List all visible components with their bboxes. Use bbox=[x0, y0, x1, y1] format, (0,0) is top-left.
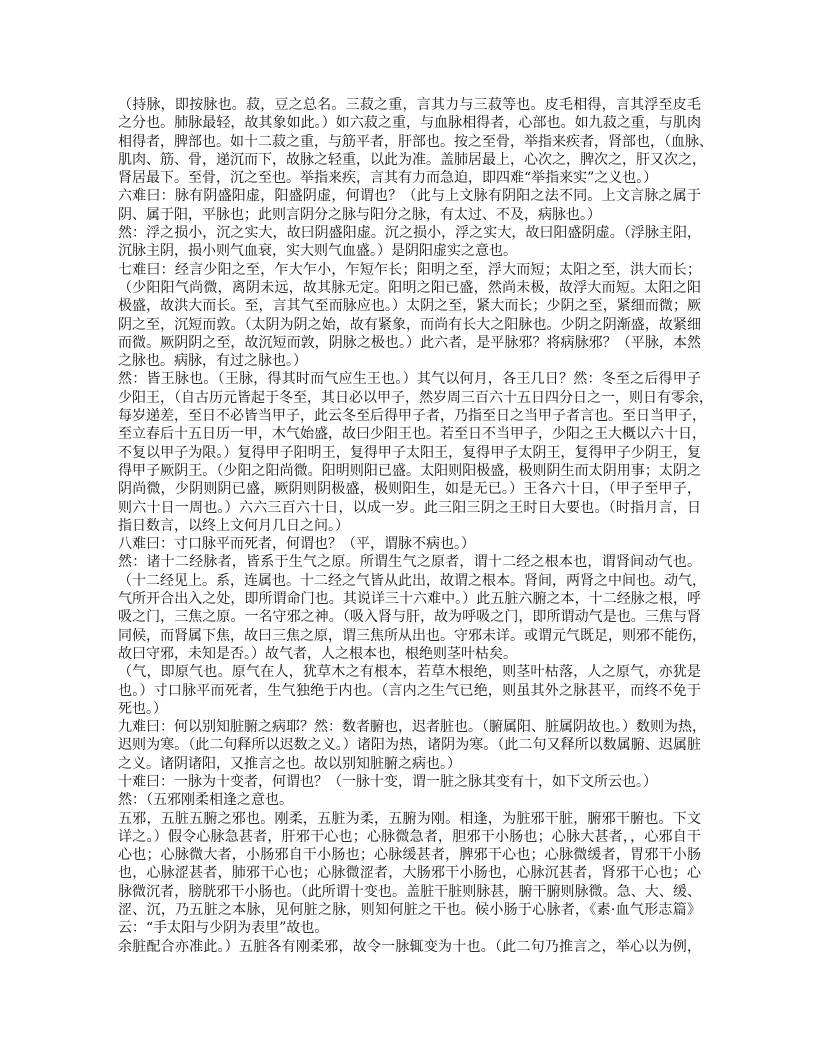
text-line: 气所开合出入之处，即所谓命门也。其说详三十六难中。）此五脏六腑之本，十二经脉之根，呼 bbox=[118, 591, 701, 608]
text-line: 吸之门，三焦之原。一名守邪之神。（吸入肾与肝，故为呼吸之门，即所谓动气是也。三焦与肾 bbox=[118, 609, 701, 626]
text-line: 十难曰：一脉为十变者，何谓也？（一脉十变，谓一脏之脉其变有十，如下文所云也。） bbox=[118, 773, 657, 790]
text-line: 九难曰：何以别知脏腑之病耶？然：数者腑也，迟者脏也。（腑属阳、脏属阴故也。）数则为热， bbox=[118, 719, 706, 736]
text-line: 少阳王，（自古历元皆起于冬至，其日必以甲子，然岁周三百六十五日四分日之一，则日有零余， bbox=[118, 389, 713, 406]
text-line: 死也。） bbox=[118, 700, 167, 717]
text-line: 涩、沉，乃五脏之本脉，见何脏之脉，则知何脏之干也。候小肠于心脉者，《素·血气形志篇》 bbox=[118, 902, 701, 919]
text-line: 也，心脉涩甚者，肺邪干心也；心脉微涩者，大肠邪干小肠也，心脉沉甚者，肾邪干心也；心 bbox=[118, 865, 701, 882]
text-line: 得甲子厥阴王。（少阳之阳尚微。阳明则阳已盛。太阳则阳极盛，极则阴生而太阴用事；太阴之 bbox=[118, 462, 701, 479]
text-line: 五邪，五脏五腑之邪也。刚柔，五脏为柔，五腑为刚。相逢，为脏邪干脏，腑邪干腑也。下文 bbox=[118, 810, 701, 827]
text-line: 则六十日一周也。）六六三百六十日，以成一岁。此三阳三阴之王时日大要也。（时指月言，日 bbox=[118, 499, 701, 516]
text-line: 相得者，脾部也。如十二菽之重，与筋平者，肝部也。按之至骨，举指来疾者，肾部也，（血脉、 bbox=[118, 133, 713, 150]
text-line: 余脏配合亦准此。）五脏各有刚柔邪，故令一脉辄变为十也。（此二句乃推言之，举心以为例， bbox=[118, 938, 701, 955]
text-line: （气，即原气也。原气在人，犹草木之有根本，若草木根绝，则茎叶枯落，人之原气，亦犹是 bbox=[118, 664, 701, 681]
text-line: 然：皆王脉也。（王脉，得其时而气应生王也。）其气以何月，各王几日？然：冬至之后得甲子 bbox=[118, 371, 701, 388]
text-line: 详之。）假令心脉急甚者，肝邪干心也；心脉微急者，胆邪干小肠也；心脉大甚者，，心邪自干 bbox=[118, 828, 701, 845]
text-line: 极盛，故洪大而长。至，言其气至而脉应也。）太阴之至，紧大而长；少阴之至，紧细而微；厥 bbox=[118, 298, 701, 315]
text-line: 然：浮之损小，沉之实大，故曰阴盛阳虚。沉之损小，浮之实大，故曰阳盛阴虚。（浮脉主阳， bbox=[118, 225, 701, 242]
text-line: 同候，而肾属下焦，故曰三焦之原，谓三焦所从出也。守邪未详。或谓元气既足，则邪不能伤， bbox=[118, 627, 706, 644]
text-line: （持脉，即按脉也。菽，豆之总名。三菽之重，言其力与三菽等也。皮毛相得，言其浮至皮毛 bbox=[118, 97, 701, 113]
text-line: 迟则为寒。（此二句释所以迟数之义。）诸阳为热，诸阴为寒。（此二句又释所以数属腑、迟属脏 bbox=[118, 737, 701, 754]
text-line: 也。）寸口脉平而死者，生气独绝于内也。（言内之生气已绝，则虽其外之脉甚平，而终不免于 bbox=[118, 682, 701, 699]
text-line: 不复以甲子为限。）复得甲子阳明王，复得甲子太阳王，复得甲子太阴王，复得甲子少阴王，复 bbox=[118, 444, 701, 461]
text-line: 沉脉主阴，损小则气血衰，实大则气血盛。）是阴阳虚实之意也。 bbox=[118, 243, 517, 260]
text-line: 脉微沉者，膀胱邪干小肠也。（此所谓十变也。盖脏干脏则脉甚，腑干腑则脉微。急、大、缓、 bbox=[118, 883, 701, 900]
text-line: 而微。厥阴阴之至，故沉短而敦，阴脉之极也。）此六者，是平脉邪？将病脉邪？（平脉，本然 bbox=[118, 334, 701, 351]
document-body bbox=[118, 96, 713, 956]
text-line: 阴尚微，少阴则阴已盛，厥阴则阴极盛，极则阳生，如是无已。）王各六十日，（甲子至甲子， bbox=[118, 481, 701, 498]
text-line: 故曰守邪，未知是否。）故气者，人之根本也，根绝则茎叶枯矣。 bbox=[118, 645, 517, 662]
text-line: 云：“手太阳与少阴为表里”故也。 bbox=[118, 920, 329, 937]
text-line: 然：（五邪刚柔相逢之意也。 bbox=[118, 792, 293, 809]
text-line: 七难曰：经言少阳之至，乍大乍小，乍短乍长；阳明之至，浮大而短；太阳之至，洪大而长； bbox=[118, 261, 701, 278]
text-line: 之义。诸阴诸阳，又推言之也。故以别知脏腑之病也。） bbox=[118, 755, 461, 772]
text-line: 之分也。肺脉最轻，故其象如此。）如六菽之重，与血脉相得者，心部也。如九菽之重，与肌肉 bbox=[118, 115, 701, 132]
text-line: 至立春后十五日历一甲，木气始盛，故曰少阳王也。若至日不当甲子，少阳之王大概以六十日， bbox=[118, 426, 706, 443]
text-line: 指日数言，以终上文何月几日之问。） bbox=[118, 517, 349, 534]
text-line: 之脉也。病脉，有过之脉也。） bbox=[118, 353, 307, 370]
text-line: 八难曰：寸口脉平而死者，何谓也？（平，谓脉不病也。） bbox=[118, 536, 475, 553]
text-line: 每岁递差，至日不必皆当甲子，此云冬至后得甲子者，乃指至日之当甲子者言也。至日当甲子， bbox=[118, 408, 706, 425]
text-line: 六难曰：脉有阴盛阳虚，阳盛阴虚，何谓也？（此与上文脉有阴阳之法不同。上文言脉之属于 bbox=[118, 188, 701, 205]
text-line: （少阳阳气尚微，离阴未远，故其脉无定。阳明之阳已盛，然尚未极，故浮大而短。太阳之阳 bbox=[118, 279, 701, 296]
text-line: 阴、属于阳，平脉也；此则言阴分之脉与阳分之脉，有太过、不及，病脉也。） bbox=[118, 206, 601, 223]
text-line: （十二经见上。系，连属也。十二经之气皆从此出，故谓之根本。肾间，两肾之中间也。动气， bbox=[118, 572, 706, 589]
text-line: 心也；心脉微大者，小肠邪自干小肠也；心脉缓甚者，脾邪干心也；心脉微缓者，胃邪干小肠 bbox=[118, 847, 701, 864]
text-line: 肌肉、筋、骨，递沉而下，故脉之轻重，以此为准。盖肺居最上，心次之，脾次之，肝又次之， bbox=[118, 151, 706, 168]
text-line: 然：诸十二经脉者，皆系于生气之原。所谓生气之原者，谓十二经之根本也，谓肾间动气也。 bbox=[118, 554, 701, 571]
text-line: 阴之至，沉短而敦。（太阴为阴之始，故有紧象，而尚有长大之阳脉也。少阴之阴渐盛，故紧细 bbox=[118, 316, 701, 333]
text-line: 肾居最下。至骨，沉之至也。举指来疾，言其有力而急迫，即四难“举指来实”之义也。） bbox=[118, 170, 658, 187]
